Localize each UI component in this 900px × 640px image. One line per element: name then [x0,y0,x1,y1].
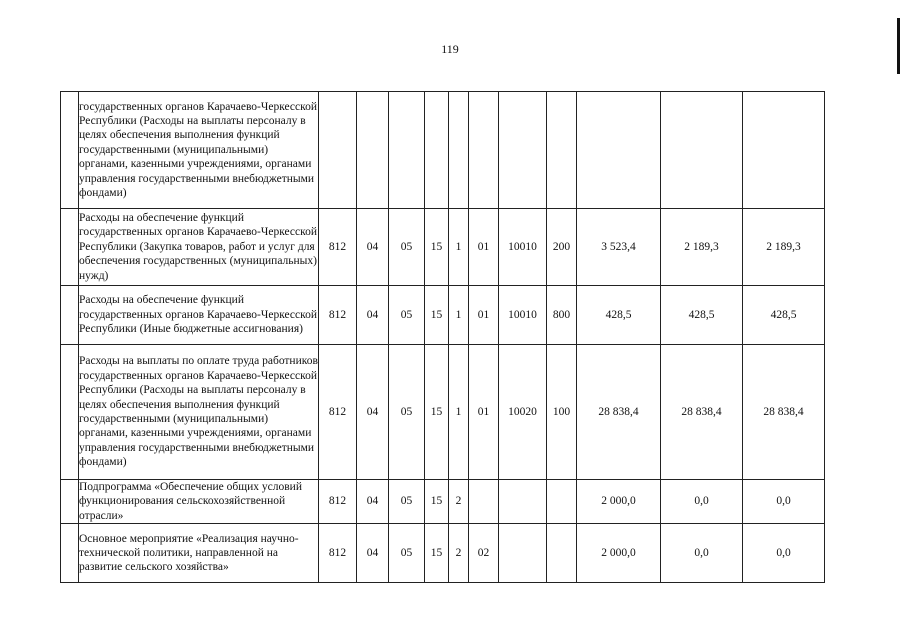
page-number: 119 [441,42,459,56]
program-code: 15 [425,480,449,524]
admin-code: 812 [319,286,357,345]
amount-year-1: 2 000,0 [577,480,661,524]
section-code: 04 [357,345,389,480]
direction-code: 10020 [499,345,547,480]
amount-year-2: 0,0 [661,480,743,524]
amount-year-3 [743,92,825,209]
row-description: Основное мероприятие «Реализация научно-технической политики, направленной на развитие сельского хозяйства» [79,524,319,583]
direction-code: 10010 [499,286,547,345]
admin-code: 812 [319,524,357,583]
subsection-code: 05 [389,480,425,524]
expense-type-code [547,92,577,209]
section-code: 04 [357,286,389,345]
row-description: Расходы на обеспечение функций государственных органов Карачаево-Черкесской Республики (Закупка товаров, работ и услуг для обеспечения государственных (муниципальных) нужд) [79,209,319,286]
program-code [425,92,449,209]
activity-code: 01 [469,345,499,480]
expense-type-code: 200 [547,209,577,286]
amount-year-2: 0,0 [661,524,743,583]
table-row-main-activity-row [61,524,825,583]
amount-year-3: 28 838,4 [743,345,825,480]
direction-code [499,480,547,524]
subprogram-code: 1 [449,345,469,480]
amount-year-1: 28 838,4 [577,345,661,480]
expense-type-code [547,480,577,524]
subprogram-code: 2 [449,480,469,524]
expense-type-code: 800 [547,286,577,345]
subsection-code: 05 [389,286,425,345]
row-description: Подпрограмма «Обеспечение общих условий функционирования сельскохозяйственной отрасли» [79,480,319,524]
program-code: 15 [425,286,449,345]
section-code [357,92,389,209]
admin-code: 812 [319,345,357,480]
subsection-code [389,92,425,209]
subprogram-code: 1 [449,286,469,345]
direction-code [499,92,547,209]
subprogram-code [449,92,469,209]
direction-code [499,524,547,583]
amount-year-3: 2 189,3 [743,209,825,286]
direction-code: 10010 [499,209,547,286]
subsection-code: 05 [389,524,425,583]
program-code: 15 [425,345,449,480]
table-row-procurement-row [61,209,825,286]
amount-year-3: 0,0 [743,480,825,524]
row-description: Расходы на выплаты по оплате труда работников государственных органов Карачаево-Черкесской Республики (Расходы на выплаты персоналу в целях обеспечения выполнения функций государственными (муниципальными) органами, казенными учреждениями, органами управления государственными внебюджетными фондами) [79,345,319,480]
admin-code: 812 [319,480,357,524]
amount-year-2: 2 189,3 [661,209,743,286]
amount-year-3: 0,0 [743,524,825,583]
amount-year-2 [661,92,743,209]
admin-code [319,92,357,209]
row-index-cell [61,524,79,583]
section-code: 04 [357,524,389,583]
row-index-cell [61,480,79,524]
row-index-cell [61,92,79,209]
activity-code: 01 [469,209,499,286]
table-row-continued-row [61,92,825,209]
amount-year-1: 3 523,4 [577,209,661,286]
table-row-subprogram-row [61,480,825,524]
subsection-code: 05 [389,209,425,286]
subprogram-code: 1 [449,209,469,286]
amount-year-1 [577,92,661,209]
section-code: 04 [357,480,389,524]
activity-code [469,480,499,524]
program-code: 15 [425,209,449,286]
amount-year-3: 428,5 [743,286,825,345]
budget-table [60,91,825,583]
row-index-cell [61,345,79,480]
amount-year-1: 2 000,0 [577,524,661,583]
row-description: Расходы на обеспечение функций государственных органов Карачаево-Черкесской Республики (Иные бюджетные ассигнования) [79,286,319,345]
activity-code [469,92,499,209]
admin-code: 812 [319,209,357,286]
expense-type-code [547,524,577,583]
row-index-cell [61,286,79,345]
program-code: 15 [425,524,449,583]
budget-table-body [61,92,825,583]
activity-code: 02 [469,524,499,583]
section-code: 04 [357,209,389,286]
subprogram-code: 2 [449,524,469,583]
amount-year-1: 428,5 [577,286,661,345]
subsection-code: 05 [389,345,425,480]
expense-type-code: 100 [547,345,577,480]
activity-code: 01 [469,286,499,345]
table-row-other-allocations-row [61,286,825,345]
row-description: государственных органов Карачаево-Черкесской Республики (Расходы на выплаты персоналу в целях обеспечения выполнения функций государственными (муниципальными) органами, казенными учреждениями, органами управления государственными внебюджетными фондами) [79,92,319,209]
amount-year-2: 428,5 [661,286,743,345]
amount-year-2: 28 838,4 [661,345,743,480]
row-index-cell [61,209,79,286]
table-row-salary-row [61,345,825,480]
